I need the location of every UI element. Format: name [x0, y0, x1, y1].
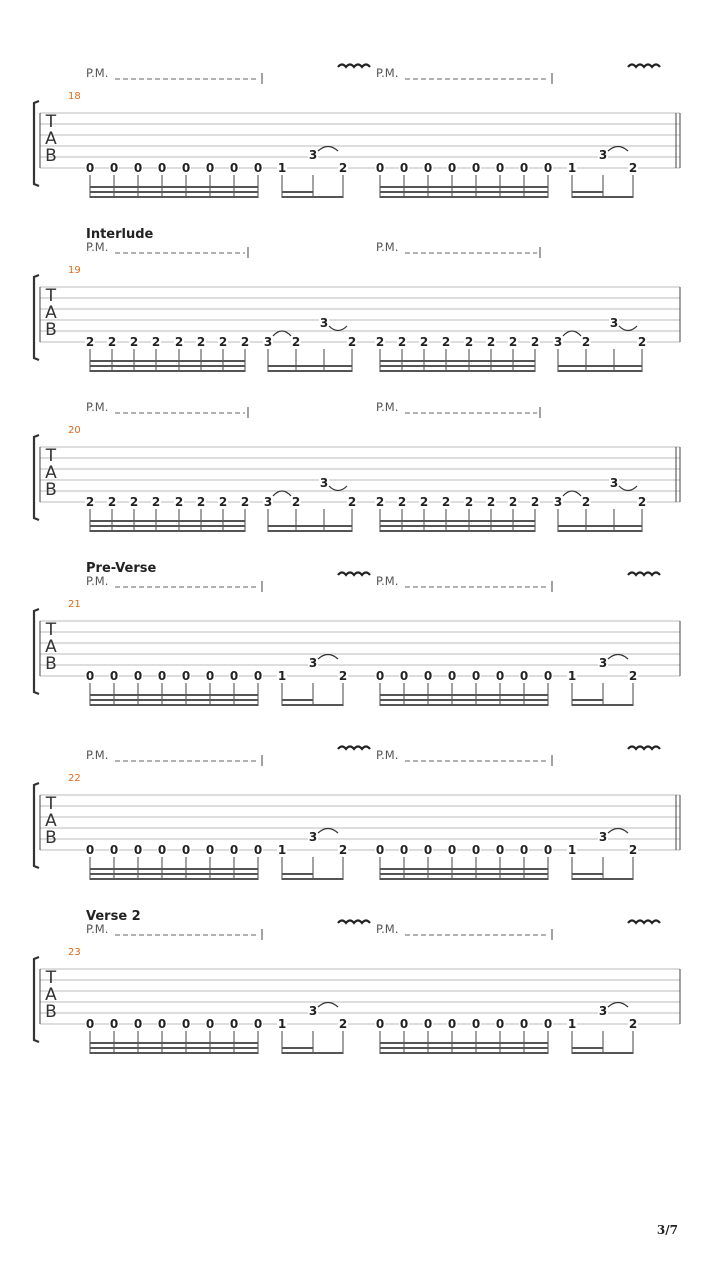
- beam-group-1: [380, 699, 548, 701]
- fret-number: 0: [253, 843, 263, 857]
- fret-number: 3: [308, 148, 318, 162]
- fret-number: 3: [319, 316, 329, 330]
- vibrato-mark: [338, 65, 370, 68]
- slur-arc: [318, 829, 338, 834]
- fret-number: 2: [637, 495, 647, 509]
- fret-number: 0: [109, 669, 119, 683]
- fret-number: 0: [229, 843, 239, 857]
- measure-number: 23: [68, 947, 81, 958]
- fret-number: 0: [157, 1017, 167, 1031]
- fret-number: 2: [240, 335, 250, 349]
- beam-group-2-sub: [282, 873, 313, 875]
- beam-group-1: [90, 365, 245, 367]
- tab-clef-letter: B: [45, 320, 57, 340]
- fret-number: 3: [609, 476, 619, 490]
- fret-number: 2: [581, 335, 591, 349]
- fret-number: 0: [133, 669, 143, 683]
- fret-number: 2: [397, 335, 407, 349]
- fret-number: 2: [129, 335, 139, 349]
- slur-arc: [273, 331, 291, 336]
- palm-mute-label: P.M.: [86, 574, 109, 588]
- beam-group-1: [380, 360, 535, 362]
- fret-number: 2: [218, 495, 228, 509]
- beam-group-1: [90, 1042, 258, 1044]
- beam-group-2-sub: [282, 699, 313, 701]
- fret-number: 2: [151, 495, 161, 509]
- fret-number: 2: [291, 335, 301, 349]
- beam-group-1: [380, 370, 535, 372]
- fret-number: 0: [471, 1017, 481, 1031]
- fret-number: 3: [553, 335, 563, 349]
- palm-mute-label: P.M.: [86, 66, 109, 80]
- fret-number: 2: [375, 335, 385, 349]
- beam-group-2: [282, 878, 343, 880]
- fret-number: 0: [423, 161, 433, 175]
- fret-number: 0: [133, 161, 143, 175]
- fret-number: 2: [196, 335, 206, 349]
- fret-number: 2: [486, 335, 496, 349]
- fret-number: 3: [598, 656, 608, 670]
- beam-group-2: [572, 1052, 633, 1054]
- beam-group-1: [380, 186, 548, 188]
- fret-number: 0: [519, 161, 529, 175]
- system-bracket: [34, 275, 39, 360]
- fret-number: 2: [628, 843, 638, 857]
- fret-number: 0: [495, 843, 505, 857]
- fret-number: 0: [181, 669, 191, 683]
- beam-group-1: [380, 1047, 548, 1049]
- fret-number: 0: [543, 843, 553, 857]
- fret-number: 0: [375, 1017, 385, 1031]
- fret-number: 0: [205, 1017, 215, 1031]
- fret-number: 0: [85, 161, 95, 175]
- tab-clef-letter: A: [45, 811, 57, 831]
- palm-mute-label: P.M.: [376, 922, 399, 936]
- tab-clef-letter: T: [45, 286, 57, 306]
- section-label: Interlude: [86, 227, 154, 242]
- measure-number: 22: [68, 773, 81, 784]
- fret-number: 0: [157, 669, 167, 683]
- palm-mute-label: P.M.: [376, 574, 399, 588]
- palm-mute-label: P.M.: [376, 240, 399, 254]
- fret-number: 2: [441, 495, 451, 509]
- beam-group-1: [90, 878, 258, 880]
- fret-number: 0: [229, 1017, 239, 1031]
- measure-number: 19: [68, 265, 81, 276]
- beam-group-1: [380, 520, 535, 522]
- beam-group-1: [90, 868, 258, 870]
- beam-group-1: [380, 196, 548, 198]
- fret-number: 1: [567, 161, 577, 175]
- fret-number: 0: [543, 161, 553, 175]
- beam-group-1: [380, 868, 548, 870]
- tab-clef-letter: A: [45, 463, 57, 483]
- fret-number: 2: [240, 495, 250, 509]
- beam-group-1: [380, 704, 548, 706]
- fret-number: 2: [151, 335, 161, 349]
- fret-number: 0: [399, 1017, 409, 1031]
- beam-group-2-sub: [282, 1047, 313, 1049]
- fret-number: 0: [205, 161, 215, 175]
- fret-number: 2: [218, 335, 228, 349]
- fret-number: 2: [464, 335, 474, 349]
- fret-number: 3: [598, 148, 608, 162]
- fret-number: 2: [85, 335, 95, 349]
- fret-number: 2: [508, 335, 518, 349]
- fret-number: 2: [196, 495, 206, 509]
- beam-group-1: [90, 1047, 258, 1049]
- beam-group-2: [572, 704, 633, 706]
- fret-number: 0: [253, 1017, 263, 1031]
- beam-group-2-sub: [572, 1047, 603, 1049]
- tab-system-18: [34, 65, 680, 199]
- fret-number: 3: [308, 830, 318, 844]
- beam-group-1: [90, 873, 258, 875]
- tab-clef-letter: A: [45, 129, 57, 149]
- beam-group-1: [90, 360, 245, 362]
- palm-mute-label: P.M.: [86, 748, 109, 762]
- fret-number: 0: [543, 669, 553, 683]
- tab-system-20: [34, 400, 680, 532]
- fret-number: 0: [375, 161, 385, 175]
- beam-group-2: [268, 370, 352, 372]
- tab-clef-letter: T: [45, 112, 57, 132]
- palm-mute-label: P.M.: [86, 922, 109, 936]
- slur-arc: [619, 486, 637, 491]
- fret-number: 0: [423, 843, 433, 857]
- beam-group-1: [90, 530, 245, 532]
- tab-system-19: [34, 227, 680, 372]
- beam-group-2-sub: [268, 365, 352, 367]
- measure-number: 20: [68, 425, 81, 436]
- fret-number: 0: [205, 669, 215, 683]
- fret-number: 2: [628, 161, 638, 175]
- fret-number: 0: [375, 843, 385, 857]
- fret-number: 0: [375, 669, 385, 683]
- fret-number: 0: [471, 843, 481, 857]
- tab-clef-letter: A: [45, 985, 57, 1005]
- fret-number: 0: [85, 1017, 95, 1031]
- vibrato-mark: [338, 573, 370, 576]
- system-bracket: [34, 101, 39, 186]
- fret-number: 0: [471, 669, 481, 683]
- tab-clef-letter: A: [45, 303, 57, 323]
- beam-group-1: [380, 530, 535, 532]
- fret-number: 0: [399, 161, 409, 175]
- fret-number: 2: [508, 495, 518, 509]
- fret-number: 0: [109, 1017, 119, 1031]
- beam-group-2-sub: [282, 191, 313, 193]
- slur-arc: [329, 486, 347, 491]
- fret-number: 3: [319, 476, 329, 490]
- tab-clef-letter: B: [45, 1002, 57, 1022]
- fret-number: 0: [447, 161, 457, 175]
- tab-system-21: [34, 561, 680, 706]
- system-bracket: [34, 435, 39, 520]
- tab-clef-letter: T: [45, 446, 57, 466]
- fret-number: 2: [338, 161, 348, 175]
- slur-arc: [318, 1003, 338, 1008]
- slur-arc: [329, 326, 347, 331]
- vibrato-mark: [628, 573, 660, 576]
- beam-group-1: [90, 520, 245, 522]
- beam-group-1: [90, 704, 258, 706]
- fret-number: 2: [419, 495, 429, 509]
- beam-group-2-sub: [572, 699, 603, 701]
- tab-clef-letter: A: [45, 637, 57, 657]
- palm-mute-label: P.M.: [376, 66, 399, 80]
- beam-group-2: [282, 1052, 343, 1054]
- beam-group-1: [380, 694, 548, 696]
- fret-number: 0: [447, 1017, 457, 1031]
- tab-clef-letter: T: [45, 968, 57, 988]
- tab-clef-letter: B: [45, 828, 57, 848]
- fret-number: 2: [441, 335, 451, 349]
- fret-number: 0: [85, 669, 95, 683]
- fret-number: 0: [109, 843, 119, 857]
- fret-number: 0: [205, 843, 215, 857]
- beam-group-2: [558, 370, 642, 372]
- slur-arc: [608, 1003, 628, 1008]
- fret-number: 2: [486, 495, 496, 509]
- beam-group-2: [572, 878, 633, 880]
- fret-number: 0: [157, 843, 167, 857]
- slur-arc: [608, 147, 628, 152]
- fret-number: 0: [181, 1017, 191, 1031]
- slur-arc: [563, 491, 581, 496]
- beam-group-2-sub: [558, 525, 642, 527]
- slur-arc: [608, 829, 628, 834]
- beam-group-1: [380, 1052, 548, 1054]
- fret-number: 2: [338, 843, 348, 857]
- fret-number: 0: [495, 669, 505, 683]
- slur-arc: [619, 326, 637, 331]
- fret-number: 0: [471, 161, 481, 175]
- fret-number: 1: [567, 1017, 577, 1031]
- fret-number: 2: [530, 495, 540, 509]
- fret-number: 3: [609, 316, 619, 330]
- fret-number: 1: [277, 161, 287, 175]
- beam-group-1: [380, 878, 548, 880]
- fret-number: 2: [637, 335, 647, 349]
- fret-number: 0: [399, 669, 409, 683]
- fret-number: 2: [347, 335, 357, 349]
- measure-number: 21: [68, 599, 81, 610]
- beam-group-1: [380, 191, 548, 193]
- measure-number: 18: [68, 91, 81, 102]
- tab-system-22: [34, 747, 680, 881]
- fret-number: 1: [567, 843, 577, 857]
- fret-number: 1: [277, 843, 287, 857]
- tab-system-23: [34, 909, 680, 1054]
- fret-number: 2: [375, 495, 385, 509]
- beam-group-2-sub: [572, 191, 603, 193]
- fret-number: 2: [530, 335, 540, 349]
- fret-number: 2: [347, 495, 357, 509]
- fret-number: 2: [174, 335, 184, 349]
- vibrato-mark: [628, 65, 660, 68]
- fret-number: 0: [157, 161, 167, 175]
- fret-number: 0: [399, 843, 409, 857]
- fret-number: 3: [598, 830, 608, 844]
- beam-group-2-sub: [268, 525, 352, 527]
- fret-number: 2: [107, 335, 117, 349]
- fret-number: 3: [308, 1004, 318, 1018]
- beam-group-1: [90, 196, 258, 198]
- fret-number: 0: [133, 1017, 143, 1031]
- fret-number: 2: [628, 669, 638, 683]
- system-bracket: [34, 957, 39, 1042]
- fret-number: 0: [229, 161, 239, 175]
- tab-clef-letter: B: [45, 146, 57, 166]
- beam-group-1: [90, 1052, 258, 1054]
- fret-number: 2: [338, 669, 348, 683]
- fret-number: 2: [397, 495, 407, 509]
- tab-clef-letter: T: [45, 794, 57, 814]
- fret-number: 2: [464, 495, 474, 509]
- fret-number: 0: [133, 843, 143, 857]
- fret-number: 2: [291, 495, 301, 509]
- palm-mute-label: P.M.: [86, 400, 109, 414]
- fret-number: 3: [263, 495, 273, 509]
- fret-number: 3: [598, 1004, 608, 1018]
- system-bracket: [34, 609, 39, 694]
- beam-group-2: [282, 196, 343, 198]
- vibrato-mark: [338, 921, 370, 924]
- fret-number: 2: [338, 1017, 348, 1031]
- beam-group-2-sub: [572, 873, 603, 875]
- fret-number: 0: [495, 1017, 505, 1031]
- slur-arc: [318, 147, 338, 152]
- beam-group-2-sub: [558, 365, 642, 367]
- fret-number: 2: [419, 335, 429, 349]
- section-label: Verse 2: [86, 909, 141, 924]
- beam-group-1: [90, 525, 245, 527]
- fret-number: 0: [423, 1017, 433, 1031]
- slur-arc: [318, 655, 338, 660]
- fret-number: 0: [519, 669, 529, 683]
- beam-group-2: [282, 704, 343, 706]
- tab-clef-letter: B: [45, 654, 57, 674]
- vibrato-mark: [628, 921, 660, 924]
- beam-group-1: [380, 1042, 548, 1044]
- beam-group-1: [380, 365, 535, 367]
- fret-number: 0: [495, 161, 505, 175]
- fret-number: 0: [229, 669, 239, 683]
- beam-group-1: [90, 699, 258, 701]
- page-number: 3/7: [656, 1223, 678, 1237]
- fret-number: 0: [253, 161, 263, 175]
- beam-group-1: [380, 873, 548, 875]
- beam-group-1: [90, 370, 245, 372]
- fret-number: 1: [277, 669, 287, 683]
- fret-number: 0: [543, 1017, 553, 1031]
- fret-number: 0: [85, 843, 95, 857]
- fret-number: 0: [181, 843, 191, 857]
- tab-clef-letter: B: [45, 480, 57, 500]
- beam-group-1: [380, 525, 535, 527]
- fret-number: 3: [553, 495, 563, 509]
- beam-group-2: [558, 530, 642, 532]
- fret-number: 2: [628, 1017, 638, 1031]
- palm-mute-label: P.M.: [376, 400, 399, 414]
- fret-number: 0: [447, 669, 457, 683]
- palm-mute-label: P.M.: [86, 240, 109, 254]
- fret-number: 2: [581, 495, 591, 509]
- fret-number: 3: [308, 656, 318, 670]
- fret-number: 3: [263, 335, 273, 349]
- fret-number: 0: [253, 669, 263, 683]
- fret-number: 0: [423, 669, 433, 683]
- palm-mute-label: P.M.: [376, 748, 399, 762]
- beam-group-2: [572, 196, 633, 198]
- vibrato-mark: [628, 747, 660, 750]
- fret-number: 0: [519, 843, 529, 857]
- beam-group-1: [90, 186, 258, 188]
- fret-number: 0: [109, 161, 119, 175]
- vibrato-mark: [338, 747, 370, 750]
- beam-group-1: [90, 694, 258, 696]
- fret-number: 0: [181, 161, 191, 175]
- slur-arc: [273, 491, 291, 496]
- fret-number: 1: [277, 1017, 287, 1031]
- fret-number: 2: [85, 495, 95, 509]
- slur-arc: [563, 331, 581, 336]
- beam-group-1: [90, 191, 258, 193]
- section-label: Pre-Verse: [86, 561, 157, 576]
- fret-number: 0: [447, 843, 457, 857]
- system-bracket: [34, 783, 39, 868]
- slur-arc: [608, 655, 628, 660]
- fret-number: 2: [174, 495, 184, 509]
- fret-number: 2: [107, 495, 117, 509]
- fret-number: 1: [567, 669, 577, 683]
- fret-number: 2: [129, 495, 139, 509]
- tab-clef-letter: T: [45, 620, 57, 640]
- beam-group-2: [268, 530, 352, 532]
- fret-number: 0: [519, 1017, 529, 1031]
